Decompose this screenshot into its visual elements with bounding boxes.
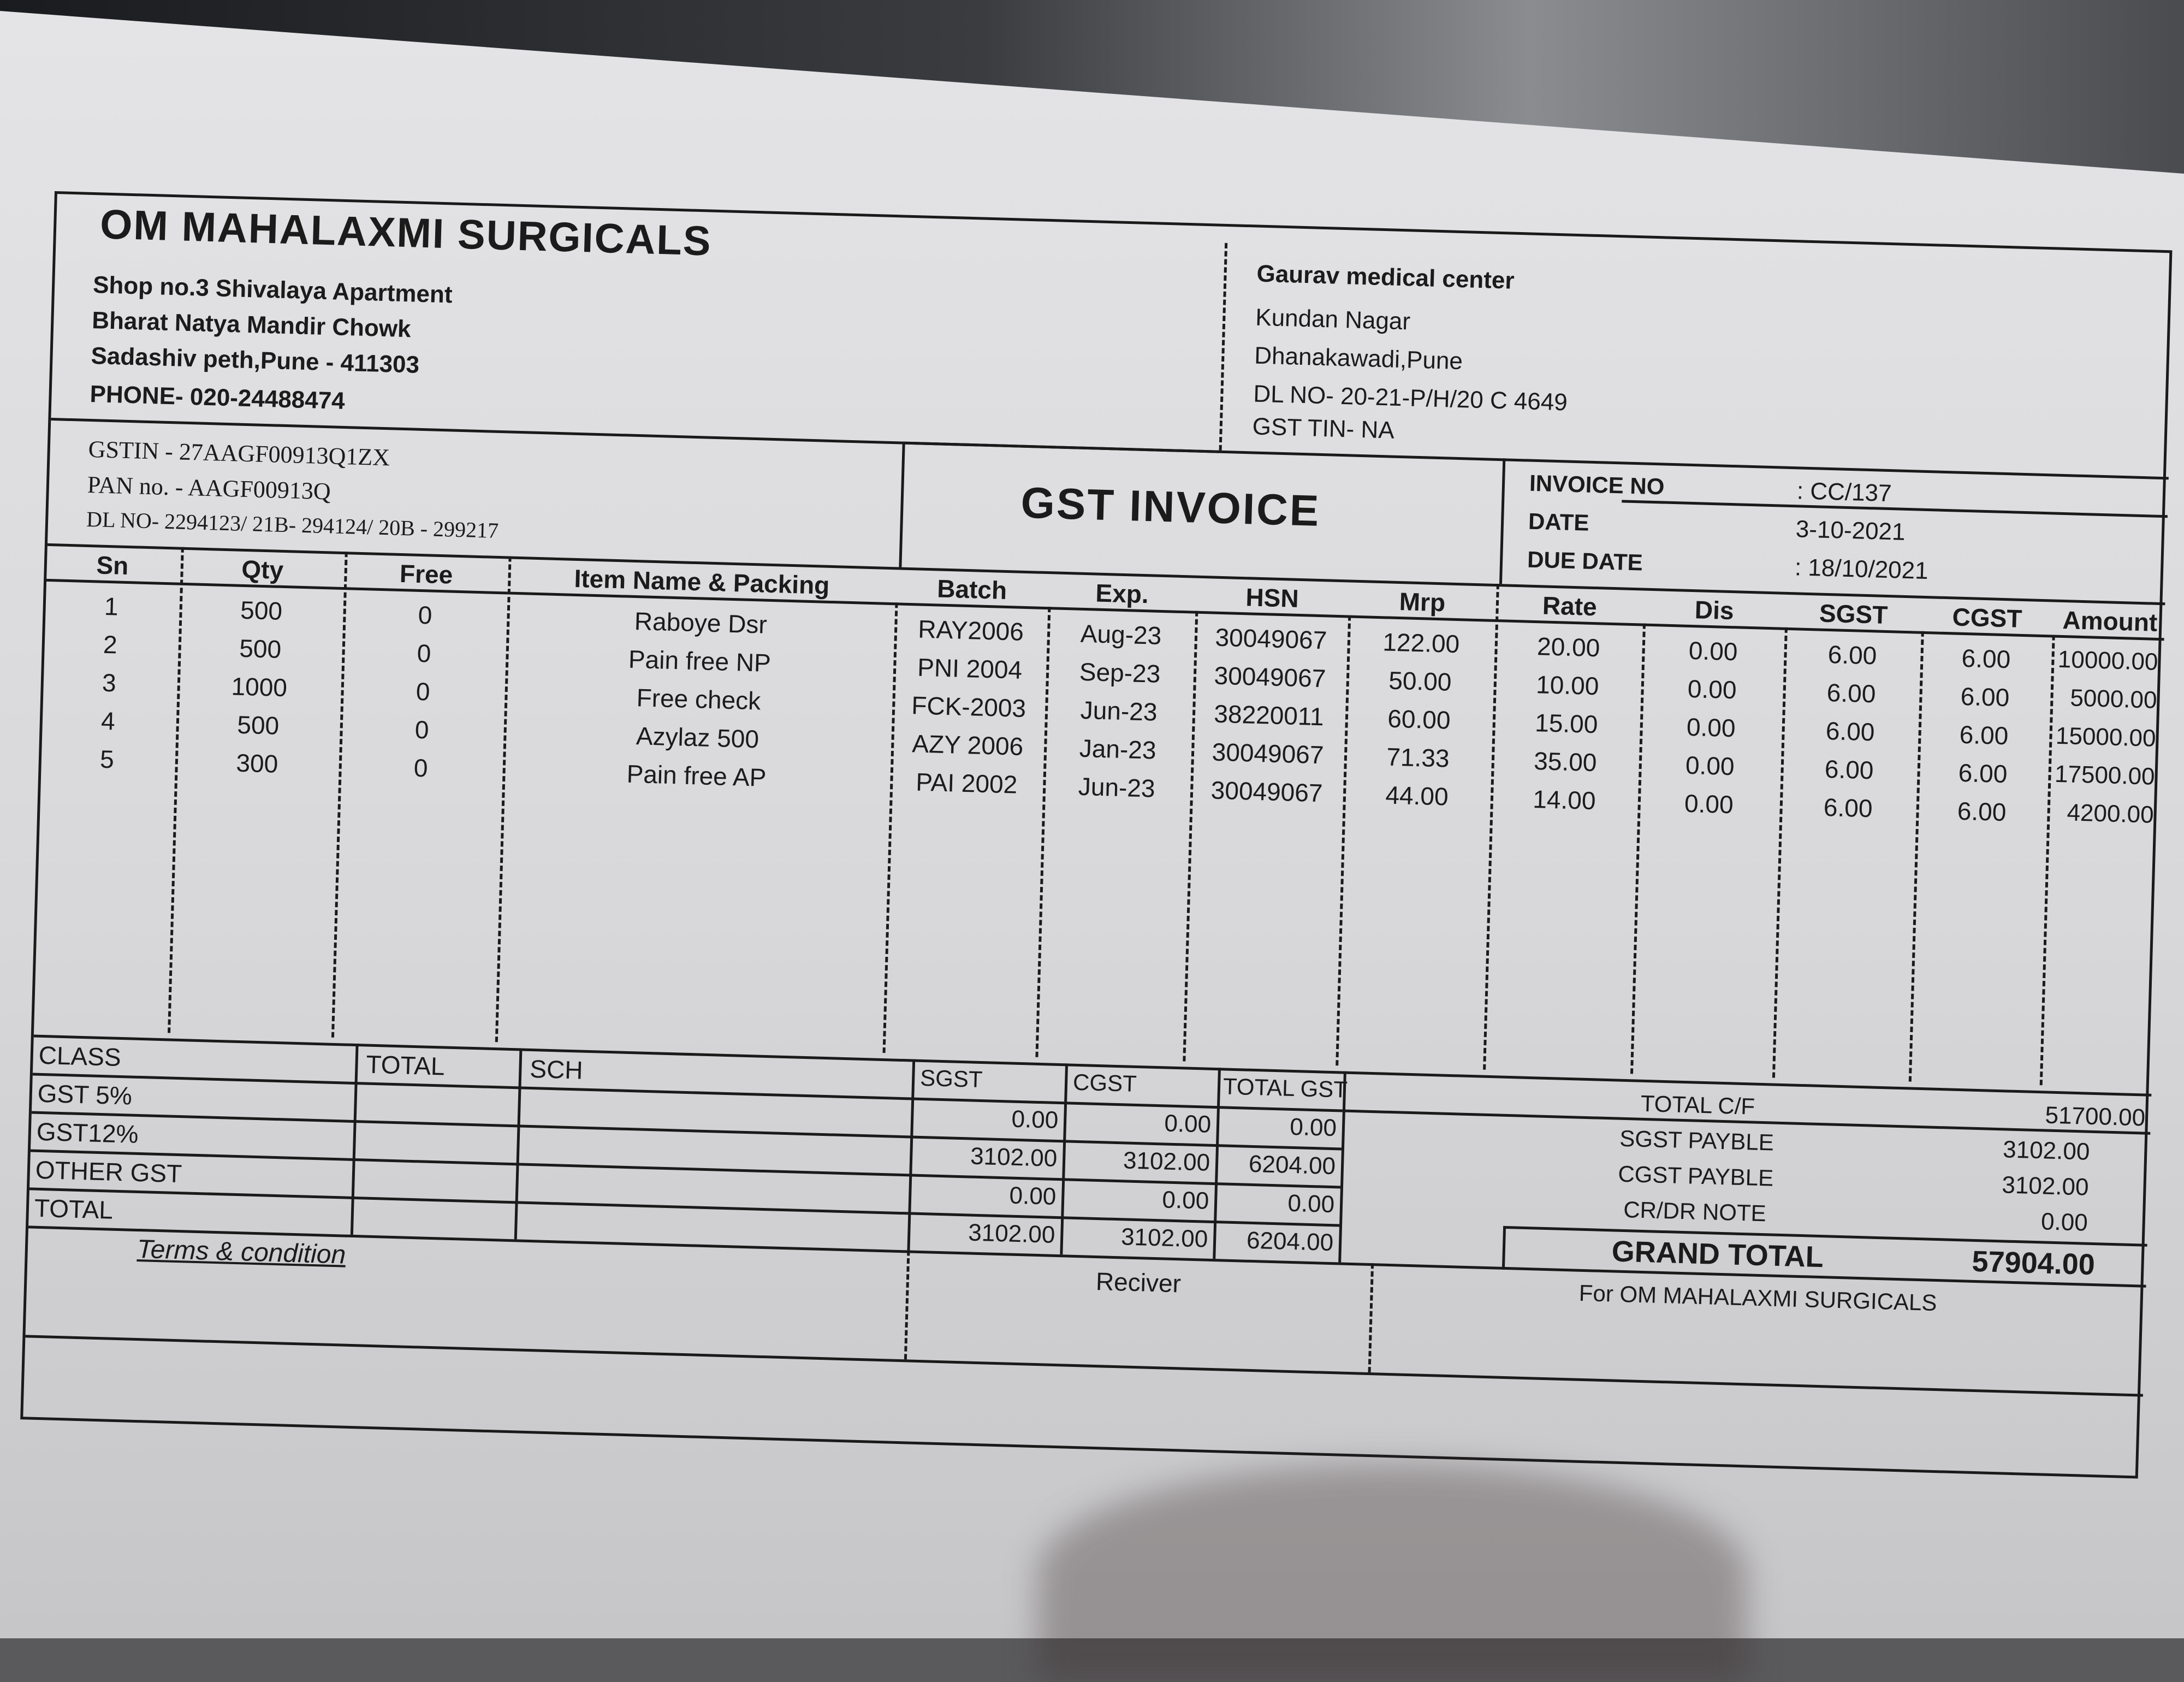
- tax-total-gst: 0.00: [1289, 1113, 1337, 1142]
- invoice-title: GST INVOICE: [1020, 478, 1321, 535]
- cell-mrp: 50.00: [1388, 666, 1452, 696]
- cell-sn: 2: [103, 630, 118, 659]
- cell-mrp: 60.00: [1387, 704, 1451, 735]
- cell-hsn: 30049067: [1210, 775, 1324, 808]
- hand-shadow: [1037, 1464, 1747, 1682]
- grand-total-value: 57904.00: [1971, 1245, 2096, 1282]
- tax-sgst: 0.00: [1009, 1182, 1057, 1210]
- tax-class-label: TOTAL: [34, 1193, 114, 1224]
- col-header-item: Item Name & Packing: [573, 564, 830, 600]
- col-header-free: Free: [399, 559, 453, 589]
- cell-amount: 10000.00: [2057, 645, 2159, 676]
- buyer-dl: DL NO- 20-21-P/H/20 C 4649: [1253, 380, 1568, 416]
- cell-free: 0: [413, 753, 429, 783]
- cell-exp: Jun-23: [1080, 695, 1158, 726]
- tax-class-label: GST 5%: [37, 1079, 133, 1110]
- tax-class-label: OTHER GST: [35, 1155, 182, 1188]
- crdr-note-value: 0.00: [2040, 1208, 2088, 1236]
- invoice-no-label: INVOICE NO: [1529, 470, 1665, 500]
- sgst-payable-value: 3102.00: [2002, 1136, 2091, 1165]
- cell-amount: 4200.00: [2066, 799, 2155, 828]
- cell-qty: 500: [240, 595, 283, 625]
- cell-exp: Sep-23: [1079, 657, 1161, 688]
- cell-rate: 14.00: [1532, 785, 1597, 815]
- seller-pan: PAN no. - AAGF00913Q: [87, 471, 331, 505]
- cell-item: Pain free AP: [626, 759, 767, 792]
- cell-sn: 5: [99, 744, 115, 774]
- cell-mrp: 71.33: [1386, 742, 1450, 773]
- buyer-gst: GST TIN- NA: [1252, 413, 1395, 444]
- cell-item: Azylaz 500: [636, 721, 759, 754]
- cell-qty: 300: [235, 748, 278, 778]
- col-header-qty: Qty: [241, 554, 284, 584]
- date-value: 3-10-2021: [1795, 516, 1906, 546]
- receiver-label: Reciver: [1095, 1267, 1182, 1298]
- buyer-name: Gaurav medical center: [1256, 260, 1515, 294]
- tax-cgst: 3102.00: [1123, 1147, 1210, 1176]
- cell-mrp: 122.00: [1382, 627, 1460, 659]
- cell-free: 0: [418, 600, 433, 630]
- cell-cgst: 6.00: [1960, 682, 2010, 712]
- cell-sn: 4: [100, 706, 116, 736]
- tax-header-total-gst: TOTAL GST: [1222, 1073, 1348, 1103]
- cell-exp: Aug-23: [1080, 619, 1162, 650]
- tax-total-gst: 6204.00: [1246, 1227, 1334, 1257]
- cell-qty: 500: [236, 710, 280, 740]
- tax-header-cgst: CGST: [1072, 1069, 1137, 1097]
- sgst-payable-label: SGST PAYBLE: [1619, 1125, 1775, 1156]
- buyer-line-2: Dhanakawadi,Pune: [1254, 342, 1463, 375]
- cgst-payable-value: 3102.00: [2001, 1171, 2090, 1201]
- cell-mrp: 44.00: [1385, 780, 1449, 811]
- tax-cgst: 0.00: [1164, 1110, 1212, 1138]
- divider: [514, 1048, 523, 1239]
- divider: [1219, 243, 1228, 451]
- grand-total-label: GRAND TOTAL: [1611, 1235, 1824, 1274]
- divider: [33, 1073, 1343, 1112]
- cell-qty: 1000: [230, 672, 288, 702]
- cell-sgst: 6.00: [1824, 754, 1874, 785]
- divider: [1502, 1226, 1506, 1270]
- divider: [25, 1335, 2143, 1396]
- seller-address-line-2: Bharat Natya Mandir Chowk: [91, 307, 412, 343]
- col-header-mrp: Mrp: [1399, 587, 1446, 617]
- cell-sn: 1: [104, 591, 119, 621]
- cell-batch: FCK-2003: [911, 691, 1026, 723]
- terms-and-condition: Terms & condition: [136, 1234, 346, 1270]
- seller-phone: PHONE- 020-24488474: [89, 380, 346, 414]
- cell-dis: 0.00: [1684, 789, 1734, 819]
- invoice-document: [20, 191, 2172, 1478]
- cell-batch: RAY2006: [917, 614, 1024, 646]
- tax-sgst: 0.00: [1011, 1105, 1059, 1134]
- cell-qty: 500: [239, 633, 282, 664]
- seller-gstin: GSTIN - 27AAGF00913Q1ZX: [88, 435, 390, 471]
- tax-sgst: 3102.00: [970, 1142, 1058, 1172]
- crdr-note-label: CR/DR NOTE: [1623, 1196, 1767, 1227]
- cell-free: 0: [417, 638, 432, 668]
- cell-rate: 10.00: [1535, 670, 1600, 701]
- cell-amount: 17500.00: [2054, 760, 2156, 790]
- cell-batch: PAI 2002: [915, 767, 1018, 799]
- invoice-no-value: : CC/137: [1796, 477, 1892, 507]
- col-header-sgst: SGST: [1819, 599, 1888, 630]
- cell-cgst: 6.00: [1961, 643, 2011, 674]
- divider: [899, 442, 905, 567]
- col-header-exp: Exp.: [1095, 578, 1149, 609]
- col-header-rate: Rate: [1542, 591, 1598, 621]
- cell-dis: 0.00: [1687, 674, 1737, 704]
- tax-header-sgst: SGST: [919, 1064, 983, 1093]
- col-header-sn: Sn: [96, 550, 129, 581]
- cell-item: Pain free NP: [628, 644, 771, 677]
- cell-cgst: 6.00: [1959, 720, 2009, 750]
- due-date-label: DUE DATE: [1527, 546, 1643, 576]
- total-cf-value: 51700.00: [2044, 1101, 2146, 1132]
- due-date-value: : 18/10/2021: [1794, 554, 1929, 585]
- cell-sgst: 6.00: [1826, 678, 1877, 708]
- cell-hsn: 38220011: [1213, 699, 1325, 731]
- cell-item: Free check: [636, 683, 761, 715]
- tax-header-total: TOTAL: [365, 1050, 446, 1081]
- tax-cgst: 0.00: [1161, 1186, 1209, 1215]
- cell-sgst: 6.00: [1823, 792, 1873, 823]
- cell-sn: 3: [102, 668, 117, 697]
- cell-hsn: 30049067: [1214, 661, 1327, 693]
- cell-exp: Jun-23: [1078, 772, 1156, 803]
- signatory-label: For OM MAHALAXMI SURGICALS: [1578, 1280, 1938, 1316]
- cell-free: 0: [416, 677, 431, 706]
- cell-rate: 20.00: [1536, 632, 1601, 662]
- divider: [351, 1044, 359, 1235]
- cell-hsn: 30049067: [1214, 623, 1328, 655]
- divider: [1499, 458, 1505, 584]
- seller-address-line-3: Sadashiv peth,Pune - 411303: [90, 342, 420, 378]
- tax-header-sch: SCH: [529, 1054, 584, 1085]
- cell-amount: 5000.00: [2069, 684, 2158, 714]
- tax-total-gst: 0.00: [1287, 1189, 1335, 1218]
- col-header-cgst: CGST: [1951, 602, 2023, 633]
- cell-cgst: 6.00: [1957, 796, 2007, 827]
- cell-batch: PNI 2004: [917, 653, 1023, 684]
- col-header-amount: Amount: [2062, 606, 2158, 637]
- cell-item: Raboye Dsr: [634, 606, 768, 639]
- buyer-line-1: Kundan Nagar: [1255, 304, 1411, 335]
- col-header-batch: Batch: [936, 574, 1007, 605]
- tax-total-gst: 6204.00: [1248, 1150, 1336, 1180]
- cell-dis: 0.00: [1685, 750, 1735, 781]
- tax-sgst: 3102.00: [968, 1219, 1056, 1248]
- cell-rate: 15.00: [1534, 708, 1599, 739]
- tax-cgst: 3102.00: [1120, 1223, 1208, 1253]
- cell-dis: 0.00: [1688, 636, 1738, 666]
- date-label: DATE: [1528, 508, 1590, 536]
- cell-cgst: 6.00: [1958, 758, 2008, 789]
- cell-amount: 15000.00: [2055, 722, 2157, 752]
- seller-name: OM MAHALAXMI SURGICALS: [99, 201, 713, 265]
- seller-address-line-1: Shop no.3 Shivalaya Apartment: [92, 271, 453, 309]
- cell-rate: 35.00: [1533, 747, 1598, 777]
- cell-batch: AZY 2006: [911, 729, 1024, 761]
- cell-free: 0: [414, 715, 430, 744]
- tax-header-class: CLASS: [38, 1040, 122, 1072]
- col-header-dis: Dis: [1694, 595, 1735, 625]
- divider: [1622, 500, 2168, 518]
- total-cf-label: TOTAL C/F: [1640, 1090, 1755, 1120]
- cell-hsn: 30049067: [1212, 737, 1325, 769]
- seller-dl: DL NO- 2294123/ 21B- 294124/ 20B - 299217: [86, 506, 499, 543]
- tax-class-label: GST12%: [36, 1117, 139, 1148]
- cell-sgst: 6.00: [1825, 716, 1876, 747]
- cell-dis: 0.00: [1686, 712, 1736, 743]
- cell-sgst: 6.00: [1827, 640, 1878, 670]
- col-header-hsn: HSN: [1245, 583, 1299, 613]
- cgst-payable-label: CGST PAYBLE: [1617, 1160, 1774, 1191]
- cell-exp: Jan-23: [1079, 733, 1157, 765]
